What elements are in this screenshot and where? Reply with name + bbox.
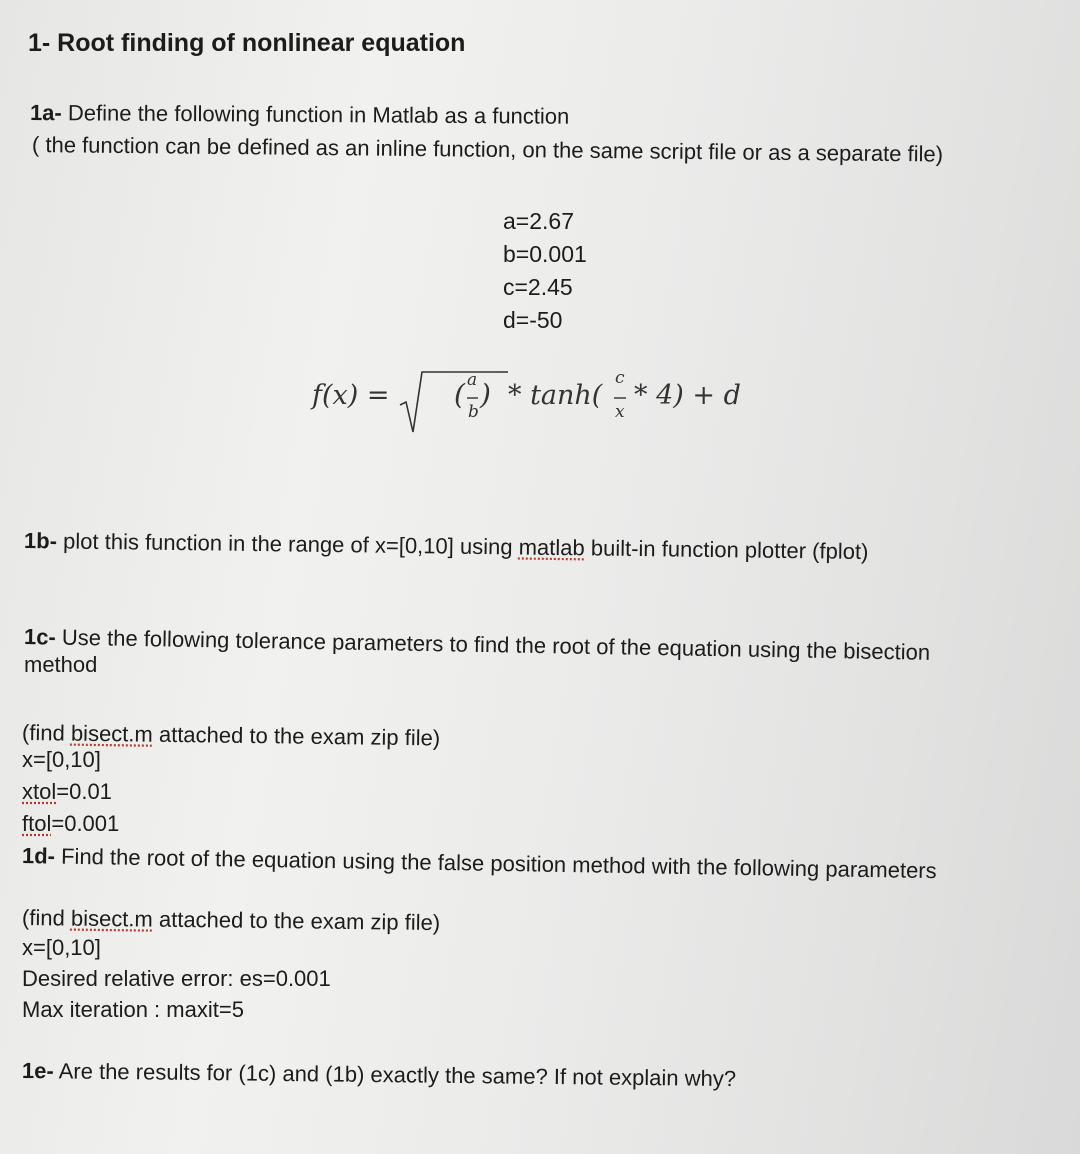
param-b: b=0.001 — [503, 241, 587, 267]
xtol-key: xtol — [22, 779, 57, 804]
question-1c-text-cont: method — [24, 652, 98, 677]
question-1d-range: x=[0,10] — [22, 935, 101, 960]
matlab-underlined: matlab — [518, 534, 585, 561]
page-title: 1- Root finding of nonlinear equation — [28, 29, 466, 57]
find-suffix-1d: attached to the exam zip file) — [152, 906, 441, 936]
find-prefix: (find — [21, 720, 72, 746]
paren-open: ( — [454, 378, 465, 411]
question-1d-text: Find the root of the equation using the false position method with the following parameters — [54, 843, 937, 884]
question-1a-label: 1a- — [29, 100, 62, 126]
formula-lhs: f(x) = — [312, 380, 390, 411]
formula-tail: * 4) + d — [634, 380, 741, 411]
question-1b-label: 1b- — [23, 528, 58, 554]
question-1a-text: Define the following function in Matlab as a function — [61, 100, 570, 129]
param-c: c=2.45 — [503, 274, 573, 300]
question-1d — [22, 843, 937, 884]
bisect-file-link: bisect.m — [70, 720, 154, 747]
question-1d-error: Desired relative error: es=0.001 — [22, 966, 331, 991]
bisect-file-link-1d: bisect.m — [70, 905, 153, 932]
question-1d-maxit: Max iteration : maxit=5 — [22, 997, 244, 1022]
question-1c-ftol — [22, 811, 119, 837]
function-formula — [312, 360, 772, 440]
question-1a — [30, 100, 569, 130]
question-1d-find-note — [22, 905, 441, 936]
param-d: d=-50 — [503, 307, 563, 333]
xtol-value: =0.01 — [56, 779, 112, 804]
question-1c-range: x=[0,10] — [22, 747, 101, 772]
question-1b-text-end: built-in function plotter (fplot) — [584, 535, 869, 565]
question-1c-text: Use the following tolerance parameters to find the root of the equation using the bisection — [55, 624, 931, 665]
question-1b-text: plot this function in the range of x=[0,10] using — [56, 528, 519, 560]
question-1b — [24, 528, 869, 565]
frac-numerator-a: a — [467, 370, 478, 390]
question-1a-note: ( the function can be defined as an inline function, on the same script file or as a separate file) — [31, 132, 944, 167]
question-1e — [22, 1058, 736, 1092]
question-1d-label: 1d- — [21, 843, 56, 869]
find-prefix-1d: (find — [21, 905, 72, 931]
question-1e-label: 1e- — [21, 1058, 54, 1084]
question-1c-xtol — [22, 779, 112, 805]
question-1c-label: 1c- — [23, 624, 57, 650]
question-1e-text: Are the results for (1c) and (1b) exactly the same? If not explain why? — [53, 1058, 737, 1092]
ftol-value: =0.001 — [51, 811, 120, 836]
frac-denominator-x: x — [615, 402, 625, 422]
frac-denominator-b: b — [468, 402, 479, 422]
find-suffix: attached to the exam zip file) — [152, 721, 441, 751]
param-a: a=2.67 — [503, 208, 574, 234]
ftol-key: ftol — [22, 811, 52, 836]
question-1c — [24, 624, 931, 666]
formula-mid: * tanh( — [508, 380, 603, 411]
frac-numerator-c: c — [615, 368, 625, 388]
paren-close: ) — [480, 378, 491, 411]
